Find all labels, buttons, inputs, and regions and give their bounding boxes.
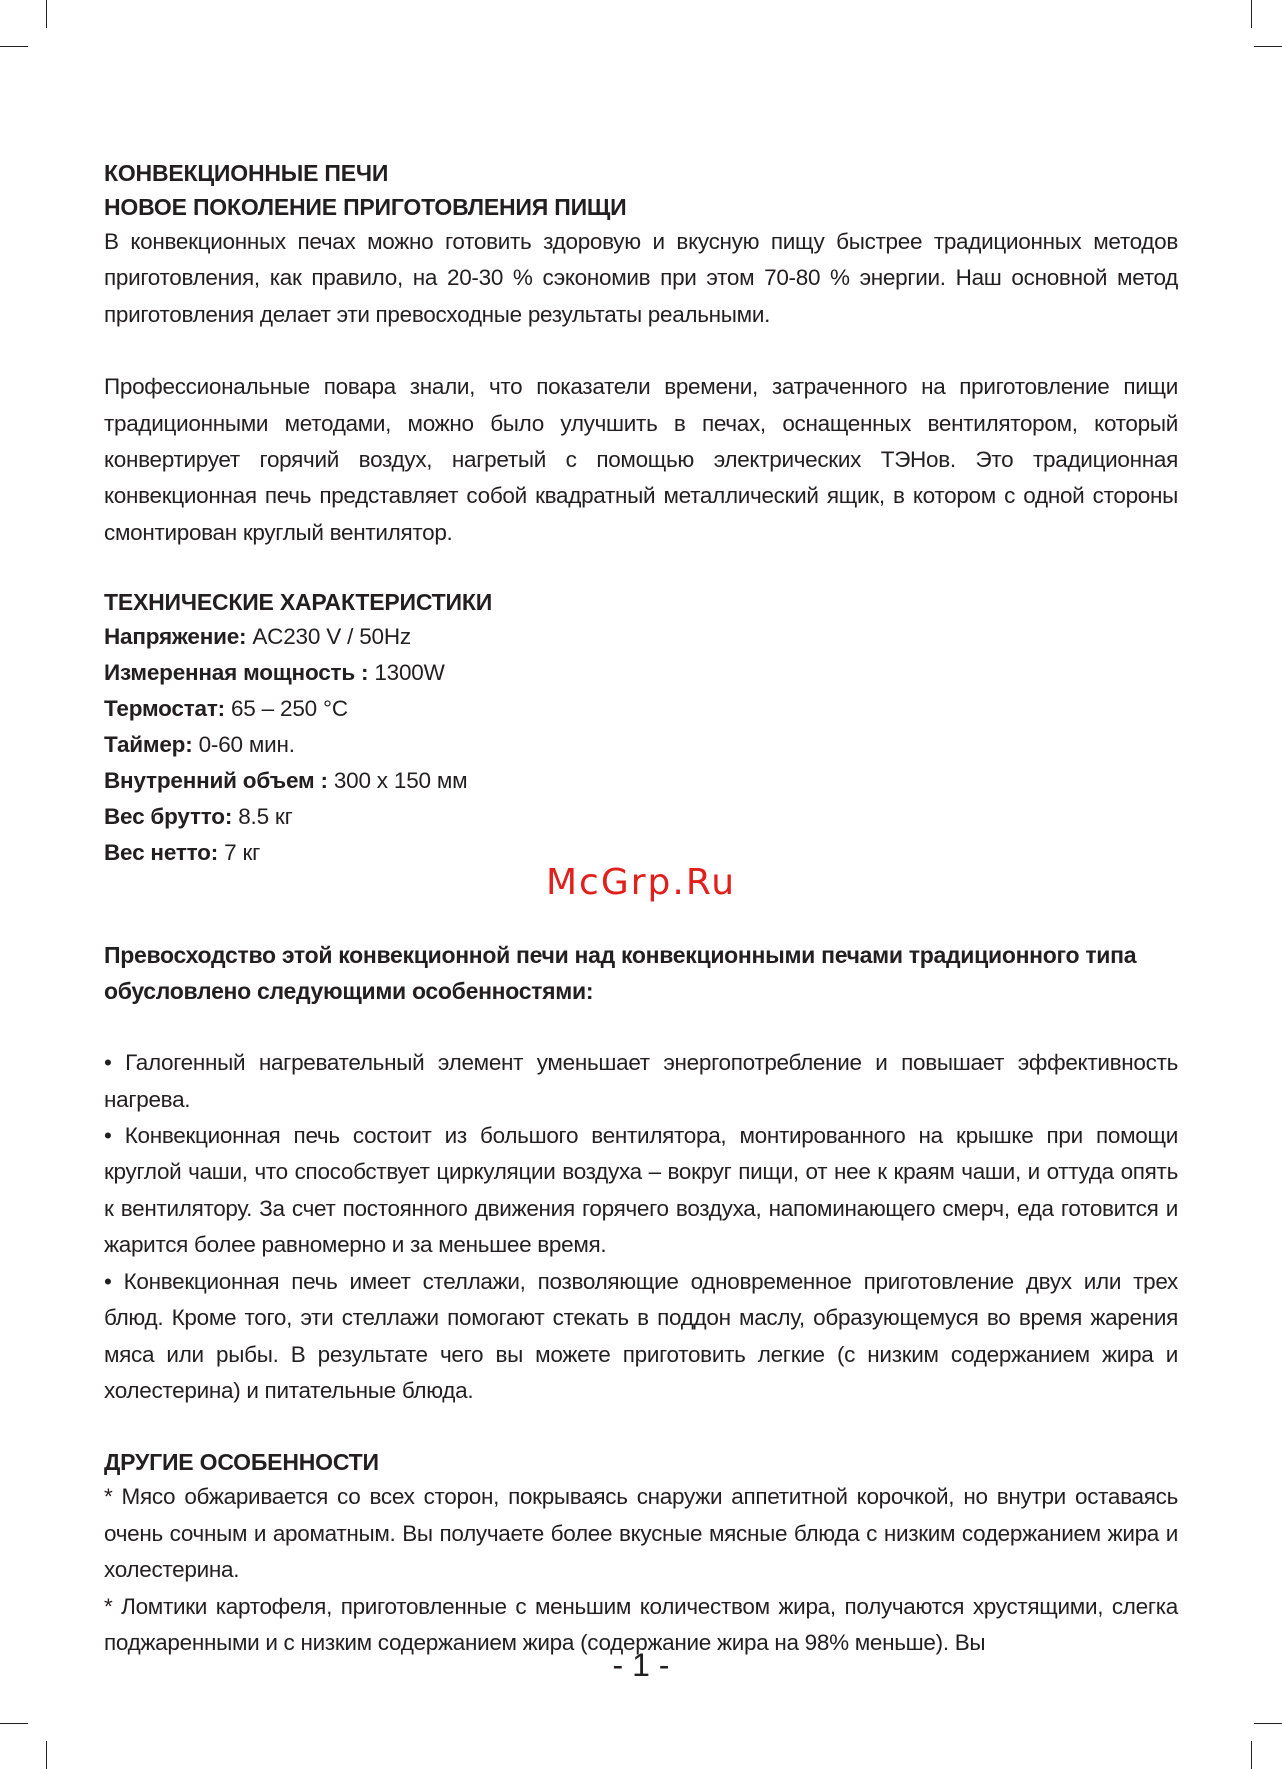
document-body	[104, 156, 1178, 1661]
spec-value: AC230 V / 50Hz	[246, 624, 411, 650]
other-item: * Мясо обжаривается со всех сторон, покрываясь снаружи аппетитной корочкой, но внутри оставаясь очень сочным и ароматным. Вы получаете более вкусные мясные блюда с низким содержанием жира и холестерина.	[104, 1484, 1178, 1583]
crop-mark	[1254, 46, 1282, 47]
section-gap	[104, 551, 1178, 585]
crop-mark	[46, 1741, 47, 1769]
section-heading: КОНВЕКЦИОННЫЕ ПЕЧИ	[104, 160, 389, 186]
spec-item	[104, 799, 1178, 835]
intro-section	[104, 156, 1178, 551]
spec-label: Вес брутто:	[104, 804, 233, 830]
spec-item	[104, 727, 1178, 763]
crop-mark	[46, 0, 47, 28]
intro-paragraph: В конвекционных печах можно готовить здоровую и вкусную пищу быстрее традиционных методов приготовления, как правило, на 20-30 % сэкономив при этом 70-80 % энергии. Наш основной метод приготовления делает эти превосходные результаты реальными.	[104, 229, 1178, 327]
specs-heading: ТЕХНИЧЕСКИЕ ХАРАКТЕРИСТИКИ	[104, 589, 493, 616]
crop-mark	[1254, 1723, 1282, 1724]
watermark-text: McGrp.Ru	[545, 862, 737, 903]
spec-label: Внутренний объем :	[104, 768, 328, 794]
specs-list	[104, 619, 1178, 871]
spec-item	[104, 655, 1178, 691]
advantage-bullet: • Конвекционная печь имеет стеллажи, позволяющие одновременное приготовление двух или трех блюд. Кроме того, эти стеллажи помогают стекать в поддон маслу, образующемуся во время жарения мяса или рыбы. В результате чего вы можете приготовить легкие (с низким содержанием жира и холестерина) и питательные блюда.	[104, 1268, 1178, 1403]
spec-value: 300 х 150 мм	[327, 768, 468, 794]
intro-paragraph: Профессиональные повара знали, что показатели времени, затраченного на приготовление пищи традиционными методами, можно было улучшить в печах, оснащенных вентилятором, который конвертирует горячий воздух, нагретый с помощью электрических ТЭНов. Это традиционная конвекционная печь представляет собой квадратный металлический ящик, в котором с одной стороны смонтирован круглый вентилятор.	[104, 374, 1178, 545]
crop-mark	[1251, 1741, 1252, 1769]
advantages-section	[104, 937, 1178, 1409]
crop-mark	[0, 46, 28, 47]
spec-label: Вес нетто:	[104, 840, 219, 866]
advantages-lead: Превосходство этой конвекционной печи над конвекционными печами традиционного типа обусловлено следующими особенностями:	[104, 942, 1137, 1005]
spec-value: 1300W	[368, 660, 445, 686]
other-heading: ДРУГИЕ ОСОБЕННОСТИ	[104, 1449, 379, 1476]
spec-item	[104, 763, 1178, 799]
spec-value: 0-60 мин.	[192, 732, 295, 758]
spec-value: 65 – 250 °C	[224, 696, 348, 722]
paragraph-gap	[104, 333, 1178, 369]
crop-mark	[0, 1723, 28, 1724]
section-gap	[104, 1409, 1178, 1445]
paragraph-gap	[104, 1009, 1178, 1045]
specs-section	[104, 585, 1178, 871]
advantage-bullet: • Конвекционная печь состоит из большого вентилятора, монтированного на крышке при помощи круглой чаши, что способствует циркуляции воздуха – вокруг пищи, от нее к краям чаши, и оттуда опять к вентилятору. За счет постоянного движения горячего воздуха, напоминающего смерч, еда готовится и жарится более равномерно и за меньшее время.	[104, 1123, 1178, 1258]
page-number: - 1 -	[612, 1647, 670, 1683]
advantage-bullet: • Галогенный нагревательный элемент уменьшает энергопотребление и повышает эффективность нагрева.	[104, 1050, 1178, 1112]
section-subheading: НОВОЕ ПОКОЛЕНИЕ ПРИГОТОВЛЕНИЯ ПИЩИ	[104, 194, 627, 220]
crop-mark	[1251, 0, 1252, 28]
spec-label: Измеренная мощность :	[104, 660, 369, 686]
spec-label: Термостат:	[104, 696, 225, 722]
spec-item	[104, 619, 1178, 655]
other-section	[104, 1445, 1178, 1661]
spec-value: 8.5 кг	[232, 804, 293, 830]
other-item: * Ломтики картофеля, приготовленные с меньшим количеством жира, получаются хрустящими, слегка поджаренными и с низким содержанием жира (содержание жира на 98% меньше). Вы	[104, 1593, 1178, 1655]
spec-item	[104, 691, 1178, 727]
spec-label: Напряжение:	[104, 624, 247, 650]
spec-value: 7 кг	[218, 840, 261, 866]
spec-label: Таймер:	[104, 732, 193, 758]
